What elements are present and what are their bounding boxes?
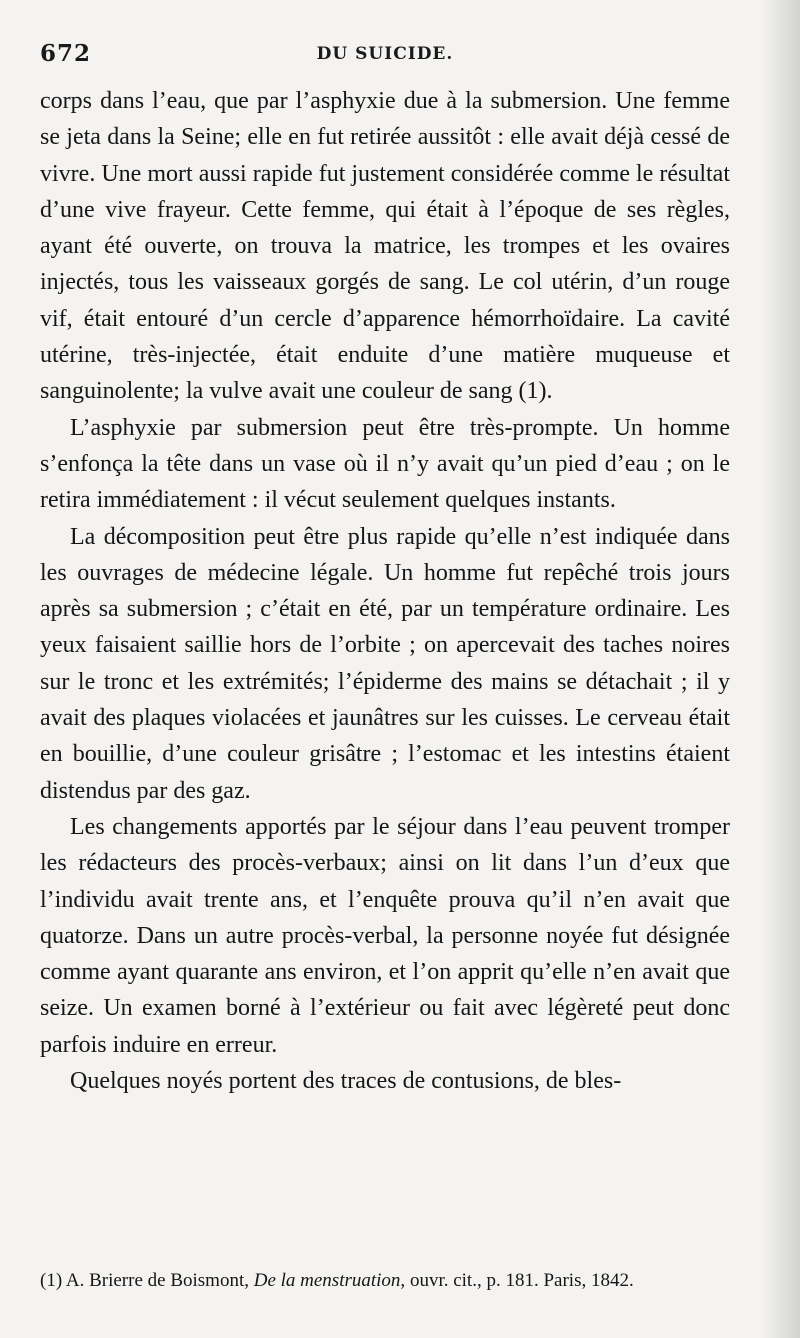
- paragraph: La décomposition peut être plus rapide qu’elle n’est indiquée dans les ouvrages de médecine légale. Un homme fut repêché trois jours après sa submersion ; c’était en été, par un température ordinaire. Les yeux faisaient saillie hors de l’orbite ; on apercevait des taches noires sur le tronc et les extrémités; l’épiderme des mains se détachait ; il y avait des plaques violacées et jaunâtres sur les cuisses. Le cerveau était en bouillie, d’une couleur grisâtre ; l’estomac et les intestins étaient distendus par des gaz.: [40, 523, 730, 804]
- footnote-title: De la menstruation,: [253, 1270, 406, 1291]
- body-text: [40, 83, 730, 1099]
- page-number: 672: [40, 40, 92, 67]
- page-header: [40, 40, 730, 70]
- footnote: [40, 1266, 732, 1295]
- footnote-author: A. Brierre de Boismont,: [65, 1270, 249, 1291]
- paragraph: Quelques noyés portent des traces de contusions, de bles-: [70, 1068, 622, 1095]
- footnote-rest: ouvr. cit., p. 181. Paris, 1842.: [409, 1270, 634, 1291]
- paragraph: corps dans l’eau, que par l’asphyxie due à la submersion. Une femme se jeta dans la Seine; elle en fut retirée aussitôt : elle avait déjà cessé de vivre. Une mort aussi rapide fut justement considérée comme le résultat d’une vive frayeur. Cette femme, qui était à l’époque de ses règles, ayant été ouverte, on trouva la matrice, les trompes et les ovaires injectés, tous les vaisseaux gorgés de sang. Le col utérin, d’un rouge vif, était entouré d’un cercle d’apparence hémorrhoïdaire. La cavité utérine, très-injectée, était enduite d’une matière muqueuse et sanguinolente; la vulve avait une couleur de sang (1).: [40, 88, 730, 405]
- paragraph: Les changements apportés par le séjour dans l’eau peuvent tromper les rédacteurs des procès-verbaux; ainsi on lit dans l’un d’eux que l’individu avait trente ans, et l’enquête prouva qu’il n’en avait que quatorze. Dans un autre procès-verbal, la personne noyée fut désignée comme ayant quarante ans environ, et l’on apprit qu’elle n’en avait que seize. Un examen borné à l’extérieur ou fait avec légèreté peut donc parfois induire en erreur.: [40, 813, 730, 1058]
- paragraph: L’asphyxie par submersion peut être très-prompte. Un homme s’enfonça la tête dans un vase où il n’y avait qu’un pied d’eau ; on le retira immédiatement : il vécut seulement quelques instants.: [40, 414, 730, 514]
- page-edge-shadow: [762, 0, 800, 1338]
- running-title: DU SUICIDE.: [316, 44, 454, 64]
- footnote-marker: (1): [40, 1270, 63, 1291]
